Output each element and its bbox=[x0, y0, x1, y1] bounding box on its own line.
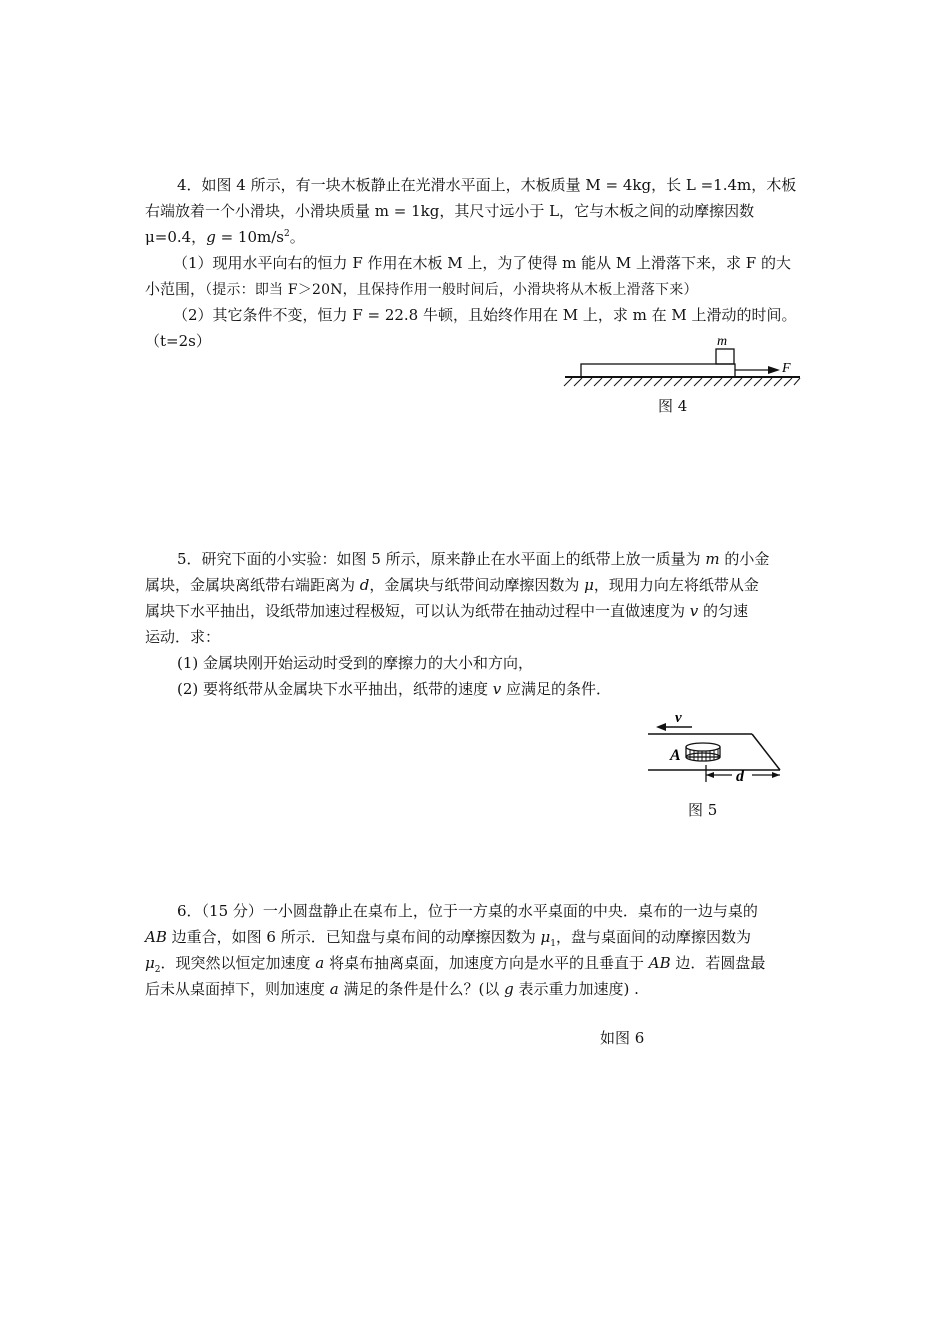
ground-hatching bbox=[564, 378, 800, 386]
metal-block bbox=[686, 743, 720, 761]
q5-line-1: 5．研究下面的小实验：如图 5 所示，原来静止在水平面上的纸带上放一质量为 m 的小金 bbox=[177, 550, 770, 568]
figure-4-diagram bbox=[560, 330, 810, 390]
q4-hint: （提示：即当 F＞20N，且保持作用一般时间后，小滑块将从木板上滑落下来） bbox=[205, 282, 698, 298]
figure-5-diagram bbox=[640, 702, 800, 792]
paper-right-edge bbox=[752, 734, 780, 770]
q4-line-2: 右端放着一个小滑块，小滑块质量 m = 1kg，其尺寸远小于 L，它与木板之间的动摩擦因数 bbox=[145, 202, 755, 220]
q5-sub-2: (2) 要将纸带从金属块下水平抽出，纸带的速度 v 应满足的条件． bbox=[177, 680, 612, 698]
question-4 bbox=[145, 172, 810, 354]
q6-line-1: 6．（15 分）一小圆盘静止在桌布上，位于一方桌的水平桌面的中央．桌布的一边与桌的 bbox=[177, 902, 758, 920]
q5-sub-1: (1) 金属块刚开始运动时受到的摩擦力的大小和方向， bbox=[177, 654, 534, 672]
question-5 bbox=[145, 546, 810, 702]
q4-part-1: （1）现用水平向右的恒力 F 作用在木板 M 上，为了使得 m 能从 M 上滑落下来，求 F 的大 bbox=[173, 254, 791, 272]
q5-line-2: 属块，金属块离纸带右端距离为 d，金属块与纸带间动摩擦因数为 μ，现用力向左将纸带从金 bbox=[145, 576, 759, 594]
q4-line-1: 4．如图 4 所示，有一块木板静止在光滑水平面上，木板质量 M = 4kg，长 L =1.4m，木板 bbox=[177, 176, 797, 194]
figure-4-caption: 图 4 bbox=[658, 397, 688, 415]
velocity-arrow bbox=[656, 723, 666, 731]
question-6 bbox=[145, 898, 810, 1002]
figure-6-caption: 如图 6 bbox=[600, 1029, 645, 1047]
block-m bbox=[716, 349, 734, 364]
label-A: A bbox=[670, 747, 681, 764]
q6-line-3: $\mu_2$．现突然以恒定加速度 a 将桌布抽离桌面，加速度方向是水平的且垂直于 AB 边．若圆盘最 bbox=[145, 954, 766, 975]
q5-line-3: 属块下水平抽出，设纸带加速过程极短，可以认为纸带在抽动过程中一直做速度为 v 的匀速 bbox=[145, 602, 749, 620]
q4-part-2: （2）其它条件不变，恒力 F = 22.8 牛顿，且始终作用在 M 上，求 m 在 M 上滑动的时间。 bbox=[173, 306, 797, 324]
force-arrow bbox=[768, 366, 780, 374]
q4-part-1-cont: 小范围，（提示：即当 F＞20N，且保持作用一般时间后，小滑块将从木板上滑落下来） bbox=[145, 280, 698, 298]
q5-line-4: 运动．求： bbox=[145, 628, 221, 646]
q4-line-3: μ=0.4，$g = 10m/s^2$。 bbox=[145, 228, 305, 246]
label-F: F bbox=[782, 361, 791, 376]
plank bbox=[581, 364, 735, 377]
q4-part-2-answer: （t=2s） bbox=[145, 332, 211, 350]
label-v: v bbox=[675, 710, 682, 726]
figure-5-caption: 图 5 bbox=[688, 801, 718, 819]
label-d: d bbox=[736, 768, 744, 785]
q6-line-4: 后未从桌面掉下，则加速度 a 满足的条件是什么？(以 g 表示重力加速度) . bbox=[145, 980, 639, 998]
label-m: m bbox=[717, 334, 728, 349]
q6-line-2: AB 边重合，如图 6 所示．已知盘与桌布间的动摩擦因数为 $\mu_1$，盘与桌面间的动摩擦因数为 bbox=[145, 928, 751, 949]
